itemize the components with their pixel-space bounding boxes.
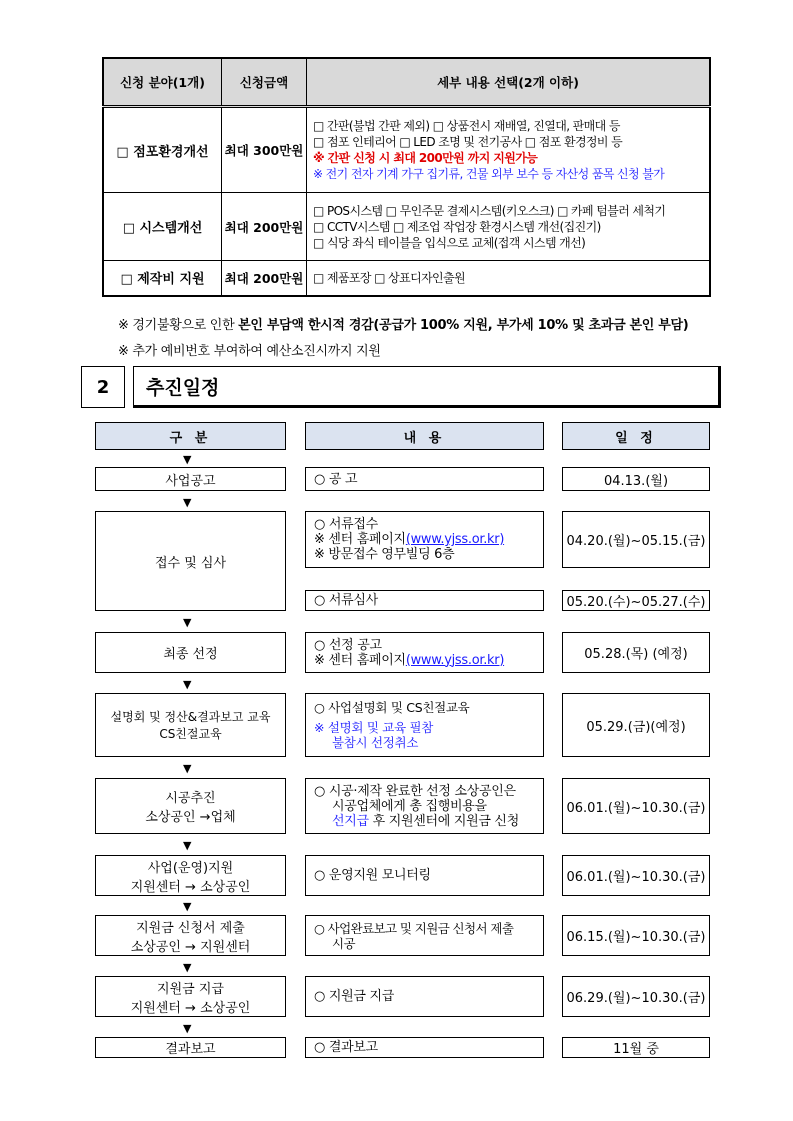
- amount-store-env: 최대 300만원: [222, 107, 307, 193]
- step-application-submit-content: [305, 915, 544, 956]
- content-line: ※ 방문접수 영무빌딩 6층: [314, 547, 455, 562]
- content-line: ※ 설명회 및 교육 필참: [314, 720, 434, 735]
- step-reception-date: 04.20.(월)~05.15.(금): [562, 511, 710, 568]
- step-label: 지원센터 → 소상공인: [130, 1000, 251, 1016]
- step-announcement-content: [305, 467, 544, 491]
- application-table: [102, 57, 711, 297]
- step-label: 시공추진: [165, 791, 216, 806]
- step-label: 지원금 지급: [157, 981, 224, 997]
- content-line: [314, 653, 535, 668]
- content-text: ※ 센터 홈페이지: [314, 652, 406, 668]
- schedule-header-date: 일 정: [562, 422, 710, 450]
- step-final-selection-content: [305, 632, 544, 673]
- step-announcement: 사업공고: [95, 467, 286, 491]
- header-field: 신청 분야(1개): [103, 58, 222, 107]
- step-payment-date: 06.29.(월)~10.30.(금): [562, 976, 710, 1017]
- content-line: [314, 814, 535, 829]
- content-line: [314, 532, 535, 547]
- note-burden: [118, 314, 688, 333]
- header-amount: 신청금액: [222, 58, 307, 107]
- step-payment: [95, 976, 286, 1017]
- step-label: 사업(운영)지원: [147, 860, 234, 876]
- field-production: □ 제작비 지원: [103, 261, 222, 296]
- down-arrow-icon: ▼: [183, 678, 192, 691]
- step-briefing: [95, 693, 286, 757]
- schedule-header-content: 내 용: [305, 422, 544, 450]
- step-payment-content: [305, 976, 544, 1017]
- down-arrow-icon: ▼: [183, 900, 192, 913]
- step-review-date: 05.20.(수)~05.27.(수): [562, 590, 710, 611]
- content-line: ○ 서류접수: [314, 517, 378, 532]
- detail-line: □ POS시스템 □ 무인주문 결제시스템(키오스크) □ 카페 텀블러 세척기: [313, 203, 666, 218]
- content-line: ○ 시공·제작 완료한 선정 소상공인은: [314, 783, 516, 799]
- step-label: 지원금 신청서 제출: [136, 920, 245, 936]
- note-text: ※ 경기불황으로 인한: [118, 318, 239, 333]
- step-briefing-content: [305, 693, 544, 757]
- red-note: ※ 간판 신청 시 최대 200만원 까지 지원가능: [313, 151, 538, 165]
- step-label: 설명회 및 정산&결과보고 교육: [110, 710, 271, 724]
- step-construction: [95, 778, 286, 834]
- amount-system: 최대 200만원: [222, 193, 307, 261]
- down-arrow-icon: ▼: [183, 616, 192, 629]
- note-bold-text: 본인 부담액 한시적 경감(공급가 100% 지원, 부가세 10% 및 초과금 본인 부담): [238, 318, 689, 333]
- step-review-content: [305, 590, 544, 611]
- blue-note: ※ 전기 전자 기계 가구 집기류, 건물 외부 보수 등 자산성 품목 신청 불가: [313, 167, 665, 181]
- content-text: 선지급: [332, 813, 369, 829]
- detail-line: □ 점포 인테리어 □ LED 조명 및 전기공사 □ 점포 환경정비 등: [313, 135, 623, 149]
- down-arrow-icon: ▼: [183, 961, 192, 974]
- content-line: ○ 결과보고: [314, 1040, 378, 1055]
- content-line: ○ 사업완료보고 및 지원금 신청서 제출: [314, 920, 514, 936]
- section-number: 2: [81, 366, 125, 408]
- field-system: □ 시스템개선: [103, 193, 222, 261]
- down-arrow-icon: ▼: [183, 839, 192, 852]
- step-operation-support: [95, 855, 286, 896]
- content-line: 불참시 선정취소: [332, 735, 419, 750]
- note-waitlist: ※ 추가 예비번호 부여하여 예산소진시까지 지원: [118, 344, 381, 359]
- content-line: 시공: [332, 935, 355, 951]
- detail-line: □ CCTV시스템 □ 제조업 작업장 환경시스템 개선(집진기): [313, 219, 601, 234]
- detail-system: [307, 193, 711, 261]
- website-link[interactable]: (www.yjss.or.kr): [405, 532, 505, 547]
- content-line: ○ 사업설명회 및 CS친절교육: [314, 700, 470, 715]
- amount-production: 최대 200만원: [222, 261, 307, 296]
- detail-store-env: [307, 107, 711, 193]
- step-reception-content: [305, 511, 544, 568]
- content-text: 후 지원센터에 지원금 신청: [368, 813, 519, 829]
- website-link[interactable]: (www.yjss.or.kr): [405, 652, 505, 668]
- step-application-submit: [95, 915, 286, 956]
- step-operation-support-date: 06.01.(월)~10.30.(금): [562, 855, 710, 896]
- detail-line: □ 간판(불법 간판 제외) □ 상품전시 재배열, 진열대, 판매대 등: [313, 119, 620, 133]
- field-store-env: □ 점포환경개선: [103, 107, 222, 193]
- content-text: ※ 센터 홈페이지: [314, 532, 406, 547]
- down-arrow-icon: ▼: [183, 1022, 192, 1035]
- step-briefing-date: 05.29.(금)(예정): [562, 693, 710, 757]
- step-construction-content: [305, 778, 544, 834]
- detail-production: [307, 261, 711, 296]
- step-label: 지원센터 → 소상공인: [130, 879, 251, 895]
- step-reception: 접수 및 심사: [95, 511, 286, 611]
- step-operation-support-content: [305, 855, 544, 896]
- down-arrow-icon: ▼: [183, 496, 192, 509]
- content-line: 시공업체에게 총 집행비용을: [332, 798, 487, 814]
- content-line: ○ 서류심사: [314, 593, 378, 608]
- step-result-report-date: 11월 중: [562, 1037, 710, 1058]
- step-label: CS친절교육: [159, 727, 222, 741]
- detail-line: □ 식당 좌식 테이블을 입식으로 교체(접객 시스템 개선): [313, 235, 586, 250]
- down-arrow-icon: ▼: [183, 762, 192, 775]
- step-result-report-content: [305, 1037, 544, 1058]
- header-detail: 세부 내용 선택(2개 이하): [307, 58, 711, 107]
- content-line: ○ 운영지원 모니터링: [314, 868, 431, 883]
- step-construction-date: 06.01.(월)~10.30.(금): [562, 778, 710, 834]
- step-label: 소상공인 → 지원센터: [130, 939, 251, 955]
- step-label: 소상공인 →업체: [145, 810, 236, 825]
- detail-line: □ 제품포장 □ 상표디자인출원: [313, 270, 466, 285]
- schedule-header-category: 구 분: [95, 422, 286, 450]
- step-final-selection: 최종 선정: [95, 632, 286, 673]
- step-final-selection-date: 05.28.(목) (예정): [562, 632, 710, 673]
- down-arrow-icon: ▼: [183, 453, 192, 466]
- content-line: ○ 공 고: [314, 471, 358, 487]
- step-announcement-date: 04.13.(월): [562, 467, 710, 491]
- content-line: ○ 선정 공고: [314, 637, 382, 653]
- section-title: 추진일정: [133, 366, 721, 408]
- content-line: ○ 지원금 지급: [314, 989, 394, 1004]
- step-result-report: 결과보고: [95, 1037, 286, 1058]
- step-application-submit-date: 06.15.(월)~10.30.(금): [562, 915, 710, 956]
